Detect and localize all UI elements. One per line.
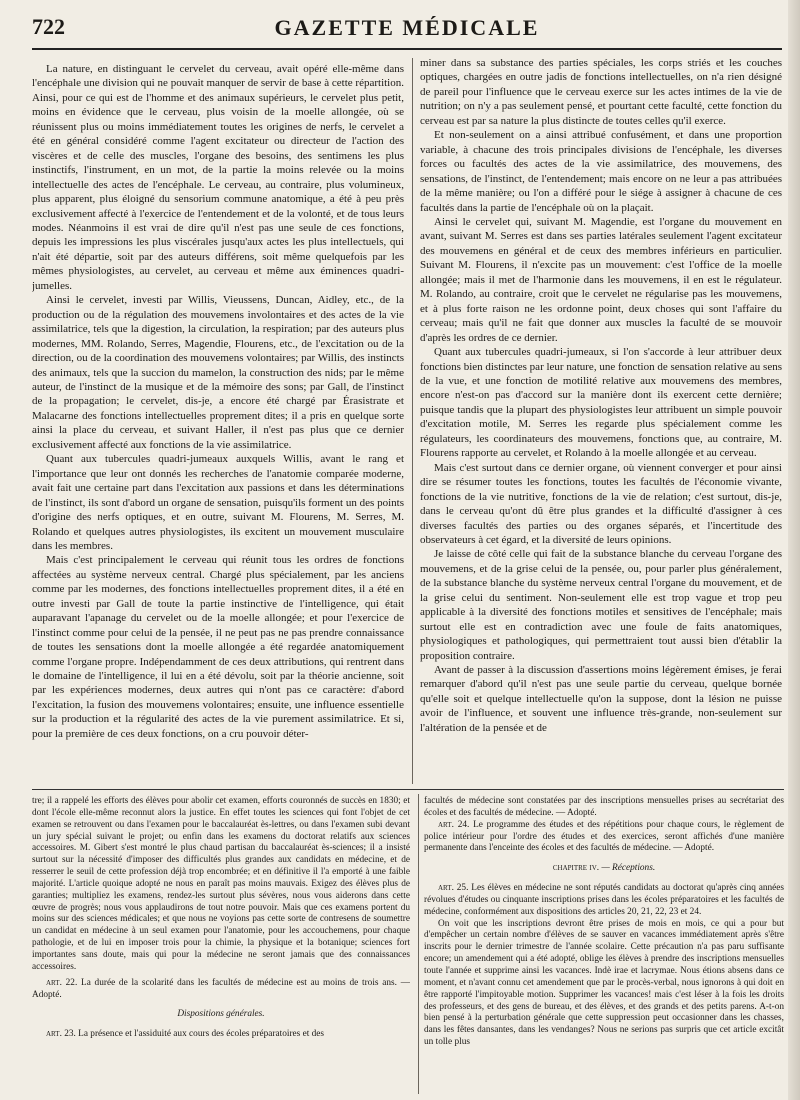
article-23 [32, 1029, 410, 1041]
paragraph: Et non-seulement on a ainsi attribué confusément, et dans une proportion variable, à chacune des trois principales divisions de l'encéphale, les diverses forces ou facultés des actes de la vie assimilatrice, des mouvemens, des sensations, de l'instinct, de l'entendement; mais encore on ne leur a pas attribuées de la même manière; ou l'on a différé pour le siége à assigner à chacune de ces facultés dans la partie de l'encéphale où on la plaçait. [420, 129, 782, 214]
lower-column-right [424, 796, 784, 1096]
paragraph: Mais c'est surtout dans ce dernier organe, où viennent converger et pour ainsi dire se résumer toutes les fonctions, toutes les facultés de l'économie vivante, fonctions de la vie nutritive, fonctions de la vie de relation; c'est surtout, dis-je, dans le cerveau qu'ont dû être plus grandes et la difficulté d'assigner à ces diverses facultés des parties ou des organes séparés, et l'incertitude des observateurs à cet égard, et la diversité de leurs opinions. [420, 461, 782, 546]
page-header [32, 14, 782, 50]
paragraph: Mais c'est principalement le cerveau qui réunit tous les ordres de fonctions affectées au système nerveux central. Chargé plus spécialement, par les anciens comme par les modernes, des fonctions intellectuelles proprement dites, il a été en outre investi par Gall de toute la partie instinctive de l'intelligence, qui était auparavant l'apanage du cervelet ou de la moelle allongée; et pour l'exercice de l'instinct comme pour celui de la pensée, il ne peut pas ne pas prendre connaissance de toutes les sensations dont la moelle allongée a été regardée anatomiquement comme l'organe propre. Indépendamment de ces deux attributions, qui rentrent dans le domaine de l'intelligence, il lui en a été dévolu, soit par la théorie ancienne, soit par les expériences modernes, deux autres qui n'ont pas ce caractère: d'abord l'excitation, la fusion des mouvemens volontaires; ensuite, une influence essentielle sur la production et la régularité des actes de la vie purement assimilatrice. Et si, pour la première de ces deux fonctions, on a cru pouvoir déter- [32, 554, 404, 740]
column-right [420, 56, 782, 782]
article-text: 24. Le programme des études et des répétitions pour chaque cours, le règlement de police intérieur pour l'ordre des études et des exercices, seront affichés d'une manière permanente dans l'enceinte des écoles et des facultés de médecine. — Adopté. [424, 819, 784, 854]
page-edge-shadow [788, 0, 800, 1100]
article-text: 22. La durée de la scolarité dans les facultés de médecine est au moins de trois ans. — Adopté. [32, 977, 410, 1000]
article-25 [424, 883, 784, 919]
paragraph: La nature, en distinguant le cervelet du cerveau, avait opéré elle-même dans l'encéphale une division qui ne pouvait manquer de servir de base à cette répartition. Ainsi, pour ce qui est de l'homme et des animaux supérieurs, le cervelet plus petit, moins en évidence que le cerveau, plus voisin de la moelle allongée, où se réunissent plus ou moins immédiatement toutes les origines de nerfs, le cervelet a été en général considéré comme l'agent excitateur ou directeur de l'action des viscères et de celle des muscles, l'organe des besoins, des sentimens les plus instinctifs, l'instrument, en un mot, de la partie la moins relevée ou la moins intellectuelle des actes de l'encéphale. Le cerveau, au contraire, plus volumineux, plus apparent, plus éloigné du sensorium commune anatomique, a été à peu près exclusivement affecté à l'exercice de l'entendement et de la volonté, et de tous leurs modes. Néanmoins il est vrai de dire qu'il n'est pas une seule de ces fonctions, depuis les impressions les plus viscérales jusqu'aux actes les plus intellectuels, qui n'ait été départie, soit par des auteurs différens, soit même quelquefois par les mêmes physiologistes, au cervelet, au cerveau et même aux éminences quadri-jumelles. [32, 63, 404, 292]
paragraph: Avant de passer à la discussion d'assertions moins légèrement émises, je ferai remarquer d'abord qu'il n'est pas une seule partie du cerveau, quelque bornée qu'elle soit et quelque intellectuelle qu'on la suppose, dont la lésion ne puisse avoir de l'influence, et souvent une influence très-grande, non-seulement sur l'altération de la pensée et de [420, 664, 782, 734]
column-divider [418, 794, 419, 1094]
lower-column-left [32, 796, 410, 1096]
chapter-title: — Réceptions. [601, 863, 656, 874]
paragraph: tre; il a rappelé les efforts des élèves pour abolir cet examen, efforts couronnés de succès en 1830; et dont l'école elle-même reconnut alors la justice. En effet toutes les sciences qui font l'objet de cet examen se retrouvent ou dans l'examen pour le baccalauréat ès-lettres, ou dans l'examen subi devant un jury spécial suivant le projet; ou enfin dans les examens du doctorat relatifs aux sciences accessoires. M. Gibert s'est montré le plus chaud partisan du baccalauréat ès-sciences; il a insisté surtout sur la nécessité d'imposer des difficultés plus grandes aux candidats en médecine, et de resserrer le seuil de cette profession déjà trop encombrée; et en définitive il l'a emporté à une faible majorité. L'article quoique adopté ne nous en paraît pas moins mauvais. Exigez des élèves plus de garanties; multipliez les examens, rendez-les surtout plus sévères, nous vous aiderons dans cette œuvre de progrès; nous vous applaudirons de tout notre pouvoir. Mais que ces examens portent du moins sur des sciences médicales; et que nous ne voyions pas cette sorte de contresens de soumettre un candidat en médecine à un seul examen pour l'anatomie, pour les accouchemens, pour chaque pathologie, et de lui en imposer trois pour la chimie, la physique et la botanique; sciences fort importantes sans doute, mais qui pour la médecine ne seront jamais que des connaissances accessoires. [32, 796, 410, 972]
column-left [32, 62, 404, 782]
article-22 [32, 978, 410, 1002]
article-text: 23. La présence et l'assiduité aux cours des écoles préparatoires et des [64, 1029, 325, 1040]
article-label: art. [438, 819, 454, 830]
article-label: art. [46, 977, 62, 988]
section-divider [32, 789, 784, 790]
page-number: 722 [32, 14, 65, 39]
column-divider [412, 58, 413, 784]
paragraph: facultés de médecine sont constatées par des inscriptions mensuelles prises au secrétariat des écoles et des facultés de médecine. — Adopté. [424, 796, 784, 818]
article-label: art. [438, 883, 454, 894]
article-text: 25. Les élèves en médecine ne sont réputés candidats au doctorat qu'après cinq années révolues d'études ou cinquante inscriptions prises dans les écoles préparatoires et les facultés de médecine, conformément aux dispositions des articles 20, 21, 22, 23 et 24. [424, 883, 784, 917]
chapter-label: chapitre iv. [552, 863, 600, 874]
paragraph: On voit que les inscriptions devront être prises de mois en mois, ce qui a pour but d'empêcher un certain nombre d'élèves de se sauver en vacances immédiatement après s'être inscrits pour le dernier trimestre de l'année scolaire. Cette précaution n'a pas paru suffisante encore; un amendement qui a été adopté, oblige les élèves à prendre des inscriptions mensuelles toute l'année et supprime ainsi les vacances. Indè irae et lacrymae. Nous étions absens dans ce moment, et n'avant connu cet amendement que par le procès-verbal, nous ignorons à qui doit en être rapporté l'impitoyable motion. Supprimer les vacances! mais c'est léser à la fois les droits des professeurs, et des gens de bureau, et des élèves, et des grands et des petits parens. A-t-on bien pensé à la perturbation générale que cette suppression peut occasionner dans les chasses, dans les fêtes dansantes, dans les vendanges? Nous ne serions pas surpris que cet article excitât un tolle plus [424, 918, 784, 1048]
journal-title: GAZETTE MÉDICALE [274, 15, 540, 40]
paragraph: Quant aux tubercules quadri-jumeaux, si l'on s'accorde à leur attribuer deux fonctions bien distinctes par leur nature, une fonction de sensation relative au sens de la vue, et une fonction de motilité relative aux mouvemens des membres, encore n'est-on pas d'accord sur la manière dont ils exercent cette dernière; puisque tandis que la plupart des physiologistes leur attribuent un simple pouvoir d'excitation motile, M. Serres les regarde plus spécialement comme les régulateurs, les coordinateurs des mouvemens, fonctions que, au contraire, M. Flourens rapporte au cervelet, et Rolando à la moelle allongée et au cerveau. [420, 346, 782, 460]
paragraph: Quant aux tubercules quadri-jumeaux auxquels Willis, avant le rang et l'importance que leur ont donnés les recherches de l'anatomie comparée moderne, avait fait une certaine part dans l'excitation aux passions et dans les déterminations de l'instinct, ils sont d'abord un organe de sensation, puisqu'ils forment un des points d'origine des nerfs optiques, et en outre, suivant M. Flourens, M. Serres, M. Rolando et quelques autres physiologistes, ils excitent un mouvement musculaire dans les membres. [32, 453, 404, 552]
paragraph: miner dans sa substance des parties spéciales, les corps striés et les couches optiques, chargées en outre jadis de fonctions intellectuelles, on n'a rien désigné de pareil pour l'influence que le cerveau exerce sur les actes intimes de la vie de nutrition; on n'y a pas seulement pensé, et pourtant cette faculté, cette fonction du cerveau est par sa nature la plus distincte de toutes celles qu'il exerce. [420, 57, 782, 127]
paragraph: Ainsi le cervelet, investi par Willis, Vieussens, Duncan, Aidley, etc., de la production ou de la régulation des mouvemens involontaires et des actes de la vie assimilatrice, tels que la digestion, la circulation, la respiration; par des auteurs plus modernes, MM. Rolando, Serres, Magendie, Flourens, etc., de l'excitation ou de la direction, ou de la coordination des mouvemens volontaires; par Willis, des instincts des animaux, tels que la succion du mamelon, la construction des nids; par le même auteur, de l'instinct de la musique et de la mémoire des sons; par Gall, de l'instinct de la propagation; le cervelet, dis-je, a encore été chargé par Érasistrate et Malacarne des fonctions intellectuelles proprement dites; il a pris en quelque sorte ainsi la place du cerveau, et suivant Haller, il n'est pas plus que ce dernier exclusivement affecté aux fonctions de la vie assimilatrice. [32, 294, 404, 451]
paragraph: Je laisse de côté celle qui fait de la substance blanche du cerveau l'organe des mouvemens, et de la grise celui de la pensée, ou, pour parler plus généralement, de la substance blanche du système nerveux central l'organe du mouvement, et de la grise celui du sentiment. Non-seulement elle est trop vague et trop peu applicable à la diversité des fonctions motiles et sensitives de l'encéphale; mais surtout elle est en contradiction avec une foule de faits anatomiques, physiologiques et pathologiques, qui permettraient tout aussi bien d'établir la proposition contraire. [420, 548, 782, 662]
article-label: art. [46, 1029, 62, 1040]
chapter-heading [424, 863, 784, 875]
section-heading: Dispositions générales. [177, 1009, 265, 1020]
paragraph: Ainsi le cervelet qui, suivant M. Magendie, est l'organe du mouvement en avant, suivant M. Serres est dans ses parties latérales seulement l'agent excitateur des mouvemens en général et de ceux des membres inférieurs en particulier. Suivant M. Flourens, il n'excite pas un mouvement: c'est l'office de la moelle allongée; mais il met de l'harmonie dans les mouvemens, il en est le régulateur. M. Rolando, au contraire, croit que le cervelet ne régularise pas les mouvemens, et à plus forte raison ne les ordonne point, deux choses qui sont l'affaire du cerveau; mais qu'il ne fait que donner aux muscles la faculté de se mouvoir d'après les ordres de ce dernier. [420, 215, 782, 344]
article-24 [424, 820, 784, 856]
